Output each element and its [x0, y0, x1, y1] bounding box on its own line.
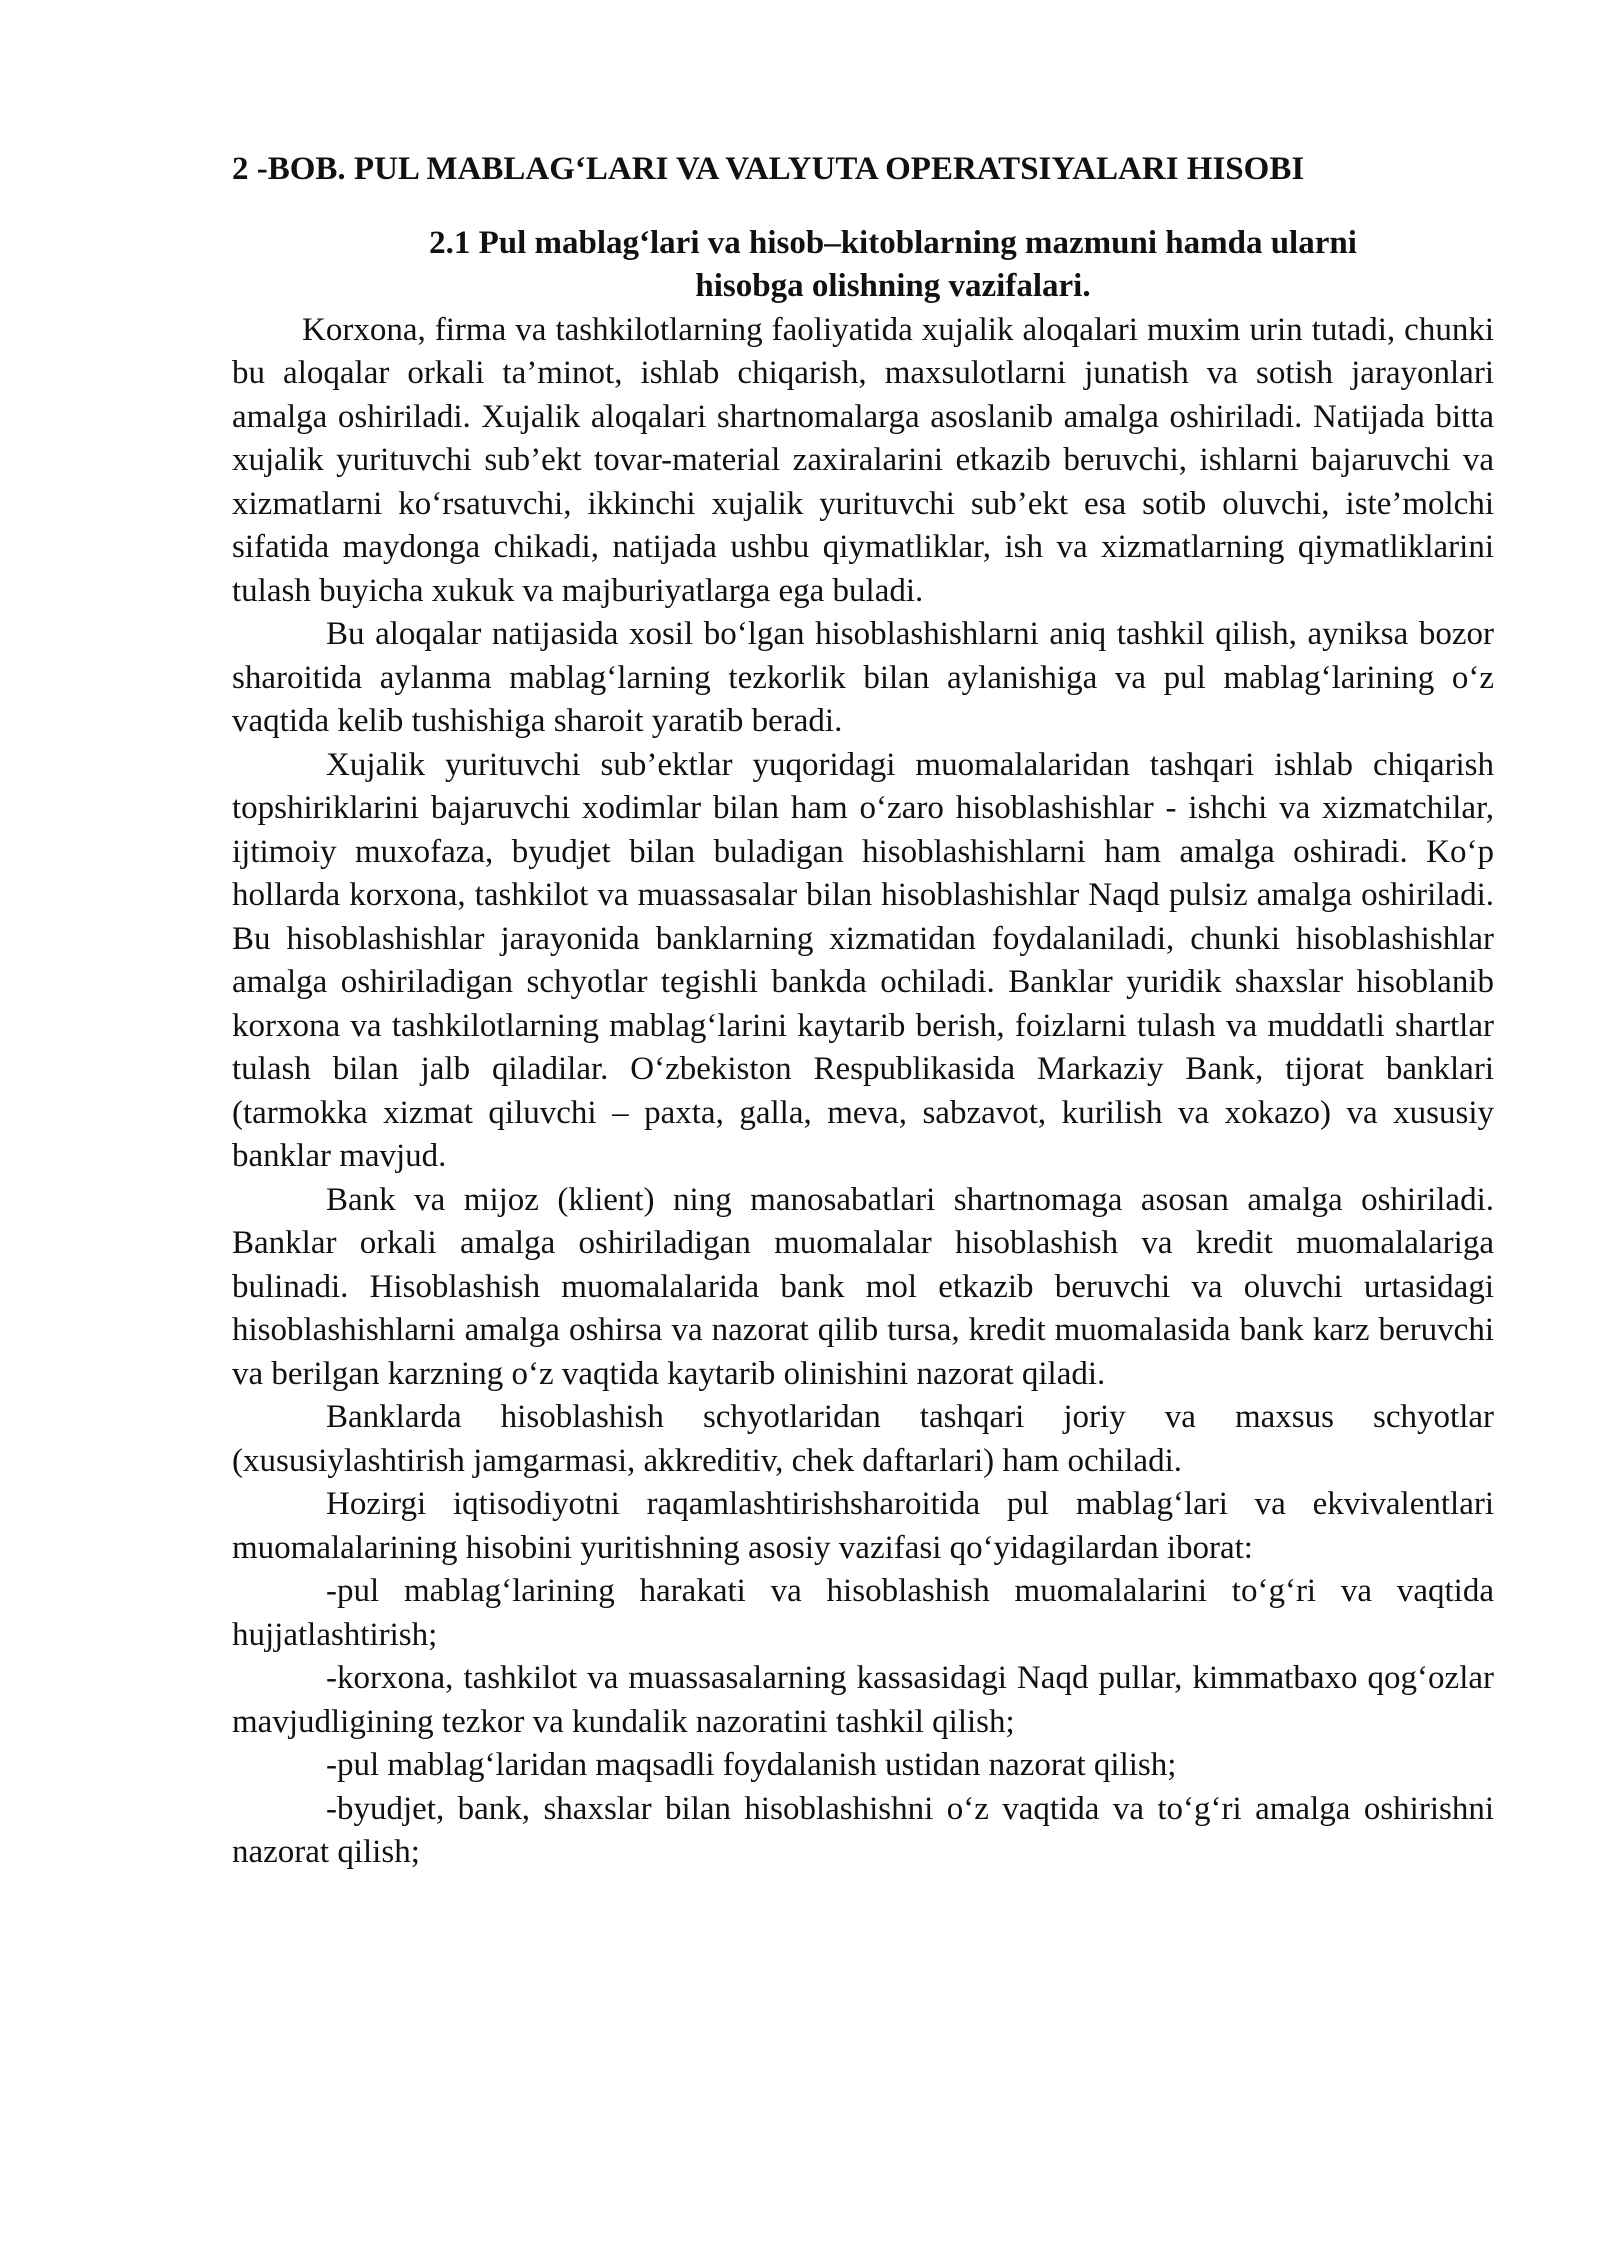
list-item: -pul mablag‘larining harakati va hisoblashish muomalalarini to‘g‘ri va vaqtida hujjatlashtirish;	[232, 1573, 1494, 1653]
document-page	[232, 148, 1494, 1875]
paragraph: Xujalik yurituvchi sub’ektlar yuqoridagi muomalalaridan tashqari ishlab chiqarish topshiriklarini bajaruvchi xodimlar bilan ham o‘zaro hisoblashishlar - ishchi va xizmatchilar, ijtimoiy muxofaza, byudjet bilan buladigan hisoblashishlarni ham amalga oshiradi. Ko‘p hollarda korxona, tashkilot va muassasalar bilan hisoblashishlar Naqd pulsiz amalga oshiriladi. Bu hisoblashishlar jarayonida banklarning xizmatidan foydalaniladi, chunki hisoblashishlar amalga oshiriladigan schyotlar tegishli bankda ochiladi. Banklar yuridik shaxslar hisoblanib korxona va tashkilotlarning mablag‘larini kaytarib berish, foizlarni tulash va muddatli shartlar tulash bilan jalb qiladilar. O‘zbekiston Respublikasida Markaziy Bank, tijorat banklari (tarmokka xizmat qiluvchi – paxta, galla, meva, sabzavot, kurilish va xokazo) va xususiy banklar mavjud.	[232, 746, 1494, 1174]
section-title-line-1: 2.1 Pul mablag‘lari va hisob–kitoblarning mazmuni hamda ularni	[429, 224, 1357, 261]
chapter-title: 2 -BOB. PUL MABLAG‘LARI VA VALYUTA OPERATSIYALARI HISOBI	[232, 151, 1305, 187]
paragraph: Hozirgi iqtisodiyotni raqamlashtirishsharoitida pul mablag‘lari va ekvivalentlari muomalalarining hisobini yuritishning asosiy vazifasi qo‘yidagilardan iborat:	[232, 1486, 1494, 1566]
paragraph: Bu aloqalar natijasida xosil bo‘lgan hisoblashishlarni aniq tashkil qilish, ayniksa bozor sharoitida aylanma mablag‘larning tezkorlik bilan aylanishiga va pul mablag‘larining o‘z vaqtida kelib tushishiga sharoit yaratib beradi.	[232, 616, 1494, 739]
section-title	[232, 222, 1494, 309]
list-item: -korxona, tashkilot va muassasalarning kassasidagi Naqd pullar, kimmatbaxo qog‘ozlar mavjudligining tezkor va kundalik nazoratini tashkil qilish;	[232, 1660, 1494, 1740]
paragraph: Banklarda hisoblashish schyotlaridan tashqari joriy va maxsus schyotlar (xususiylashtirish jamgarmasi, akkreditiv, chek daftarlari) ham ochiladi.	[232, 1399, 1494, 1479]
section-title-line-2: hisobga olishning vazifalari.	[695, 268, 1091, 304]
list-item: -byudjet, bank, shaxslar bilan hisoblashishni o‘z vaqtida va to‘g‘ri amalga oshirishni nazorat qilish;	[232, 1790, 1494, 1870]
paragraph: Bank va mijoz (klient) ning manosabatlari shartnomaga asosan amalga oshiriladi. Banklar orkali amalga oshiriladigan muomalalar hisoblashish va kredit muomalalariga bulinadi. Hisoblashish muomalalarida bank mol etkazib beruvchi va oluvchi urtasidagi hisoblashishlarni amalga oshirsa va nazorat qilib tursa, kredit muomalasida bank karz beruvchi va berilgan karzning o‘z vaqtida kaytarib olinishini nazorat qiladi.	[232, 1181, 1494, 1392]
list-item: -pul mablag‘laridan maqsadli foydalanish ustidan nazorat qilish;	[326, 1747, 1177, 1783]
paragraph: Korxona, firma va tashkilotlarning faoliyatida xujalik aloqalari muxim urin tutadi, chunki bu aloqalar orkali ta’minot, ishlab chiqarish, maxsulotlarni junatish va sotish jarayonlari amalga oshiriladi. Xujalik aloqalari shartnomalarga asoslanib amalga oshiriladi. Natijada bitta xujalik yurituvchi sub’ekt tovar-material zaxiralarini etkazib beruvchi, ishlarni bajaruvchi va xizmatlarni ko‘rsatuvchi, ikkinchi xujalik yurituvchi sub’ekt esa sotib oluvchi, iste’molchi sifatida maydonga chikadi, natijada ushbu qiymatliklar, ish va xizmatlarning qiymatliklarini tulash buyicha xukuk va majburiyatlarga ega buladi.	[232, 311, 1494, 609]
